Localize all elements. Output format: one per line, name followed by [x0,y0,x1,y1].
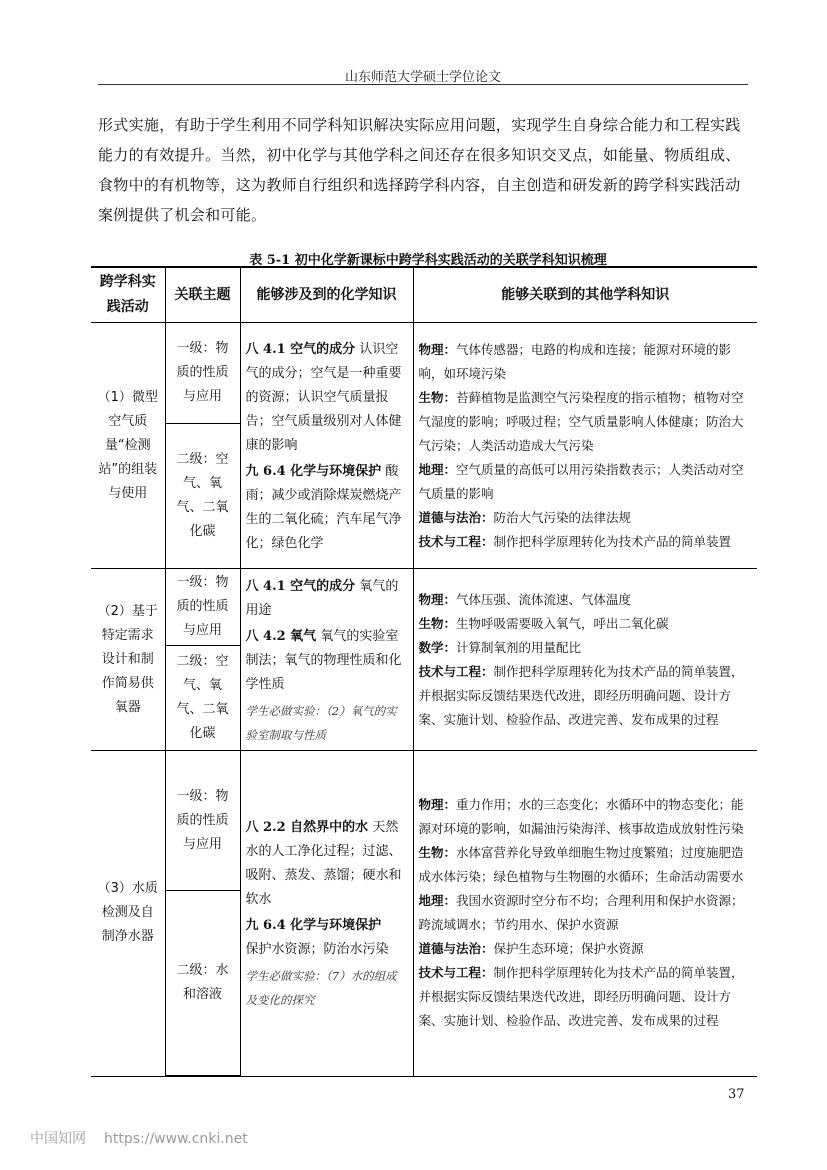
subject-line [419,889,753,937]
watermark-logo-text: 中国知网 [30,1131,86,1147]
chemistry-topic: 九 6.4 化学与环境保护 [245,918,382,934]
subject-line [419,458,753,506]
table-row [91,569,757,646]
header-rule [98,84,748,85]
table-row [91,751,757,891]
activity-cell: （2）基于特定需求设计和制作简易供氧器 [91,569,165,751]
subject-name: 技术与工程： [418,663,494,679]
subject-name: 地理： [418,893,457,909]
chemistry-cell [240,323,413,569]
chemistry-text: 氧气的用途 [245,578,399,618]
subject-name: 技术与工程： [418,965,494,981]
subject-text: 气体传感器；电路的构成和连接；能源对环境的影响，如环境污染 [418,341,732,381]
subject-line [419,386,753,458]
chemistry-text: 酸雨；减少或消除煤炭燃烧产生的二氧化硫；汽车尾气净化；绿色化学 [245,463,402,551]
chemistry-item [246,338,408,458]
chemistry-cell [240,569,413,751]
subject-line [419,506,753,530]
subject-name: 数学： [418,639,457,655]
running-header: 山东师范大学硕士学位论文 [344,70,501,85]
header-other-subjects: 能够关联到的其他学科知识 [413,267,757,323]
subject-line [419,793,753,841]
chemistry-item [246,914,408,962]
chemistry-topic: 九 6.4 化学与环境保护 [245,463,382,479]
subject-text: 空气质量的高低可以用污染指数表示；人类活动对空气质量的影响 [418,461,744,501]
theme-cell: 二级：水和溶液 [165,891,240,1077]
header-theme: 关联主题 [165,267,240,323]
page-number: 37 [728,1087,745,1102]
chemistry-item [246,816,408,912]
chemistry-topic: 八 4.1 空气的成分 [245,341,356,357]
subject-line [419,660,753,732]
subject-name: 生物： [418,845,457,861]
subject-text: 制作把科学原理转化为技术产品的简单装置，并根据实际反馈结果迭代改进，即经历明确问题、设计方案、实施计划、检验作品、改进完善、发布成果的过程 [418,965,744,1029]
subject-text: 制作把科学原理转化为技术产品的简单装置 [493,533,732,549]
subjects-cell [413,323,757,569]
table-row [91,323,757,424]
subjects-cell [413,569,757,751]
subject-line [419,636,753,660]
chemistry-topic: 八 2.2 自然界中的水 [245,820,369,836]
subject-name: 道德与法治： [418,509,494,525]
subjects-cell [413,751,757,1077]
required-experiment: 学生必做实验：（2）氧气的实验室制取与性质 [245,703,397,742]
cnki-watermark [30,1128,266,1148]
subject-name: 物理： [418,341,457,357]
subject-name: 生物： [418,389,457,405]
subject-text: 苔藓植物是监测空气污染程度的指示植物；植物对空气湿度的影响；呼吸过程；空气质量影响人体健康；防治大气污染；人类活动造成大气污染 [418,389,744,453]
required-experiment: 学生必做实验：（7）水的组成及变化的探究 [245,969,397,1008]
chemistry-text: 天然水的人工净化过程；过滤、吸附、蒸发、蒸馏；硬水和软水 [245,820,402,908]
chemistry-cell [240,751,413,1077]
theme-cell: 一级：物质的性质与应用 [165,751,240,891]
subject-text: 我国水资源时空分布不均；合理利用和保护水资源；跨流域调水；节约用水、保护水资源 [418,893,744,933]
table-header-row [91,267,757,323]
subject-line [419,937,753,961]
chemistry-text: 认识空气的成分；空气是一种重要的资源；认识空气质量报告；空气质量级别对人体健康的影响 [245,341,402,453]
subject-line [419,961,753,1033]
theme-cell: 一级：物质的性质与应用 [165,569,240,646]
subject-line [419,841,753,889]
chemistry-item [246,460,408,556]
subject-line [419,530,753,554]
subject-line [419,612,753,636]
subject-line [419,338,753,386]
chemistry-item [246,575,408,623]
theme-cell: 二级：空气、氧气、二氧化碳 [165,646,240,751]
subject-text: 计算制氧剂的用量配比 [456,639,582,655]
table-title: 表 5-1 初中化学新课标中跨学科实践活动的关联学科知识梳理 [249,253,607,268]
header-activity: 跨学科实践活动 [91,267,165,323]
subject-text: 防治大气污染的法律法规 [493,509,632,525]
subject-text: 保护生态环境；保护水资源 [493,941,644,957]
subject-name: 物理： [418,591,457,607]
subject-text: 水体富营养化导致单细胞生物过度繁殖；过度施肥造成水体污染；绿色植物与生物圈的水循环；生命活动需要水 [418,845,744,885]
chemistry-topic: 八 4.1 空气的成分 [245,578,356,594]
subject-text: 气体压强、流体流速、气体温度 [456,591,632,607]
subject-line [419,588,753,612]
chemistry-text: 氧气的实验室制法；氧气的物理性质和化学性质 [245,628,402,692]
watermark-url: https://www.cnki.net [104,1131,248,1147]
activity-cell: （3）水质检测及自制净水器 [91,751,165,1077]
subject-text: 生物呼吸需要吸入氧气，呼出二氧化碳 [456,615,669,631]
theme-cell: 二级：空气、氧气、二氧化碳 [165,424,240,569]
theme-cell: 一级：物质的性质与应用 [165,323,240,424]
subject-text: 制作把科学原理转化为技术产品的简单装置，并根据实际反馈结果迭代改进，即经历明确问题、设计方案、实施计划、检验作品、改进完善、发布成果的过程 [418,663,744,727]
header-chemistry: 能够涉及到的化学知识 [240,267,413,323]
chemistry-text: 保护水资源；防治水污染 [245,942,389,958]
activity-cell: （1）微型空气质量“检测站”的组装与使用 [91,323,165,569]
subject-text: 重力作用；水的三态变化；水循环中的物态变化；能源对环境的影响，如漏油污染海洋、核事故造成放射性污染 [418,797,744,837]
knowledge-table [91,266,757,1077]
intro-paragraph: 形式实施，有助于学生利用不同学科知识解决实际应用问题，实现学生自身综合能力和工程实践能力的有效提升。当然，初中化学与其他学科之间还存在很多知识交叉点，如能量、物质组成、食物中的有机物等，这为教师自行组织和选择跨学科内容，自主创造和研发新的跨学科实践活动案例提供了机会和可能。 [98,116,741,224]
subject-name: 技术与工程： [418,533,494,549]
subject-name: 物理： [418,797,457,813]
chemistry-item [246,625,408,697]
subject-name: 道德与法治： [418,941,494,957]
subject-name: 地理： [418,461,457,477]
chemistry-topic: 八 4.2 氧气 [245,628,317,644]
subject-name: 生物： [418,615,457,631]
